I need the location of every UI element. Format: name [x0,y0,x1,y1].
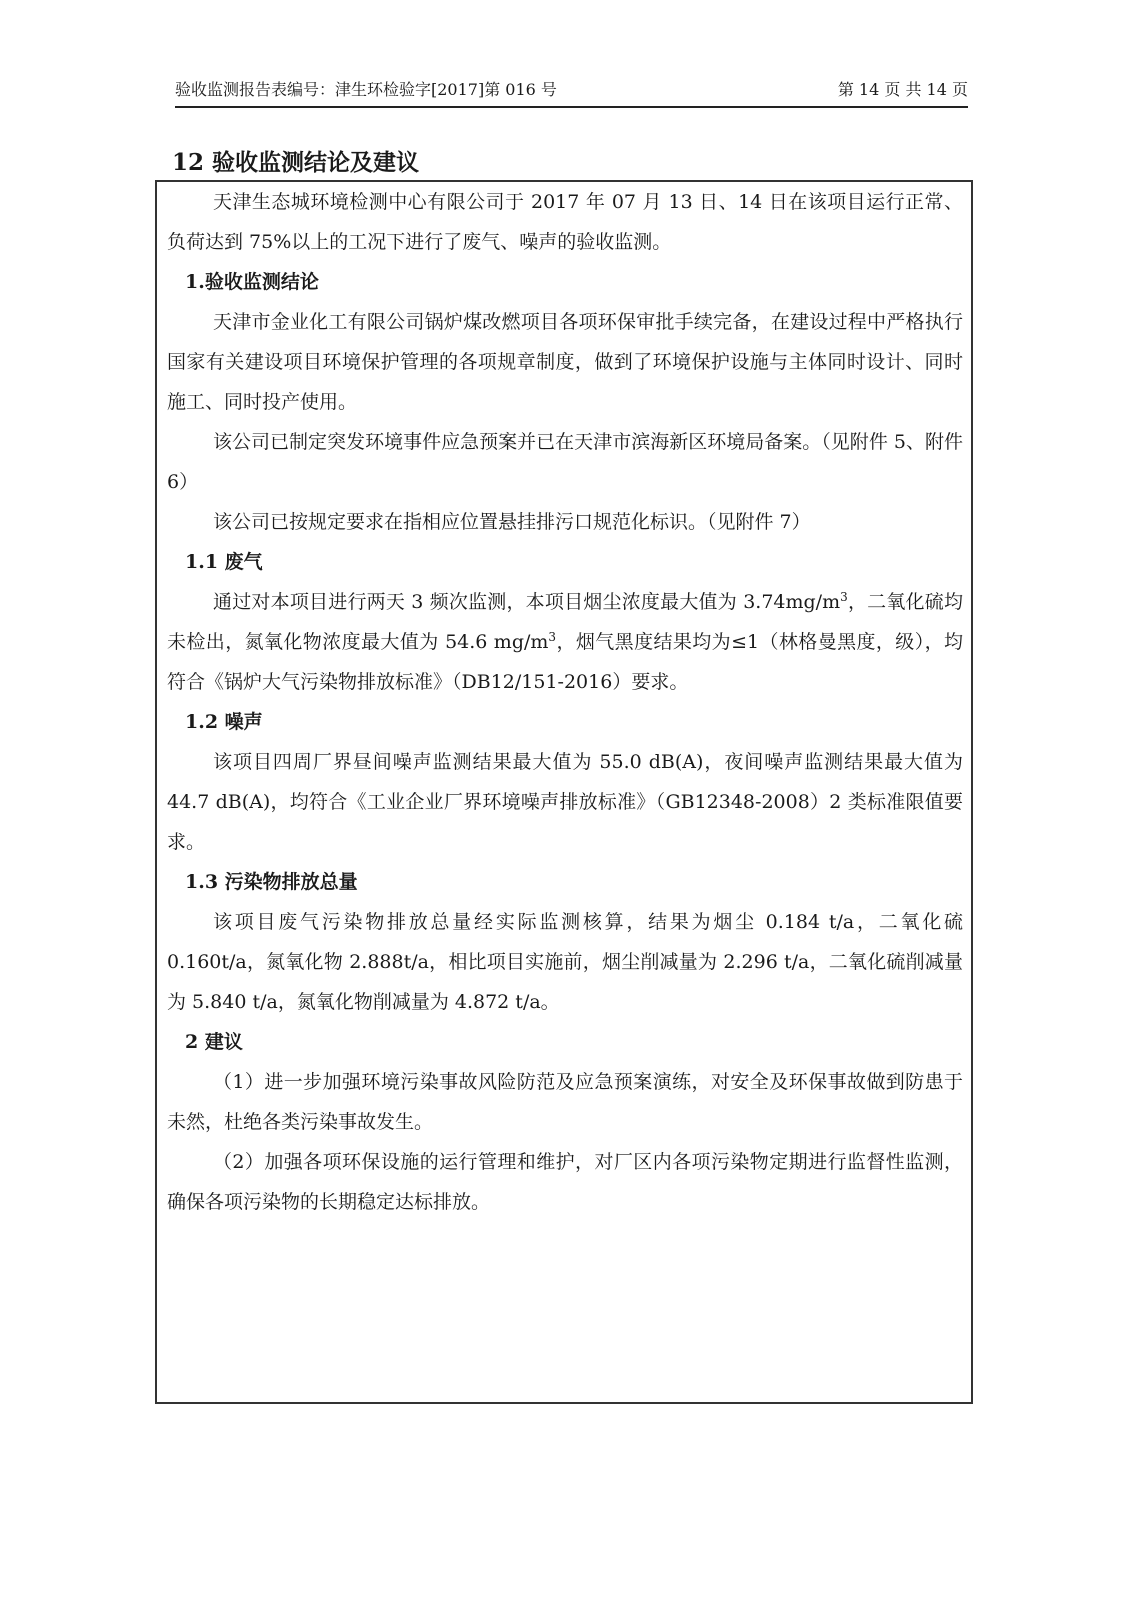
gas-text-b: ，二氧化硫均未检出，氮氧化物浓度最大值为 54.6 mg/m [167,591,963,653]
approval-paragraph: 天津市金业化工有限公司锅炉煤改燃项目各项环保审批手续完备，在建设过程中严格执行国家有关建设项目环境保护管理的各项规章制度，做到了环境保护设施与主体同时设计、同时施工、同时投产使用。 [167,311,963,413]
outlet-sign-paragraph: 该公司已按规定要求在指相应位置悬挂排污口规范化标识。（见附件 7） [213,511,811,533]
noise-paragraph: 该项目四周厂界昼间噪声监测结果最大值为 55.0 dB(A)，夜间噪声监测结果最大值为 44.7 dB(A)，均符合《工业企业厂界环境噪声排放标准》（GB12348-2008）2 类标准限值要求。 [167,751,963,853]
exhaust-gas-paragraph [167,582,963,702]
gas-superscript-1: 3 [840,590,848,604]
conclusion-content [167,182,963,1222]
suggestion-2: （2）加强各项环保设施的运行管理和维护，对厂区内各项污染物定期进行监督性监测，确保各项污染物的长期稳定达标排放。 [167,1151,963,1213]
gas-text-a: 通过对本项目进行两天 3 频次监测，本项目烟尘浓度最大值为 3.74mg/m [213,591,841,613]
emergency-plan-paragraph: 该公司已制定突发环境事件应急预案并已在天津市滨海新区环境局备案。（见附件 5、附件 6） [167,431,963,493]
gas-superscript-2: 3 [548,630,557,644]
suggestion-1: （1）进一步加强环境污染事故风险防范及应急预案演练，对安全及环保事故做到防患于未然，杜绝各类污染事故发生。 [167,1071,963,1133]
total-emission-paragraph: 该项目废气污染物排放总量经实际监测核算，结果为烟尘 0.184 t/a，二氧化硫 0.160t/a，氮氧化物 2.888t/a，相比项目实施前，烟尘削减量为 2.296 t/a，二氧化硫削减量为 5.840 t/a，氮氧化物削减量为 4.872 t/a。 [167,911,963,1013]
heading-conclusion: 1.验收监测结论 [185,271,319,293]
page-header [175,76,968,108]
heading-noise: 1.2 噪声 [185,711,263,733]
section-title: 12 验收监测结论及建议 [172,149,420,176]
page-number: 第 14 页 共 14 页 [837,80,968,99]
report-number: 验收监测报告表编号：津生环检验字[2017]第 016 号 [175,80,557,99]
heading-exhaust-gas: 1.1 废气 [185,551,263,573]
heading-total-emission: 1.3 污染物排放总量 [185,871,358,893]
conclusion-box [155,180,973,1404]
gas-text-c: ，烟气黑度结果均为≤1（林格曼黑度，级），均符合《锅炉大气污染物排放标准》（DB12/151-2016）要求。 [167,631,964,693]
intro-paragraph: 天津生态城环境检测中心有限公司于 2017 年 07 月 13 日、14 日在该项目运行正常、负荷达到 75%以上的工况下进行了废气、噪声的验收监测。 [167,191,963,253]
heading-suggestions: 2 建议 [185,1031,243,1053]
